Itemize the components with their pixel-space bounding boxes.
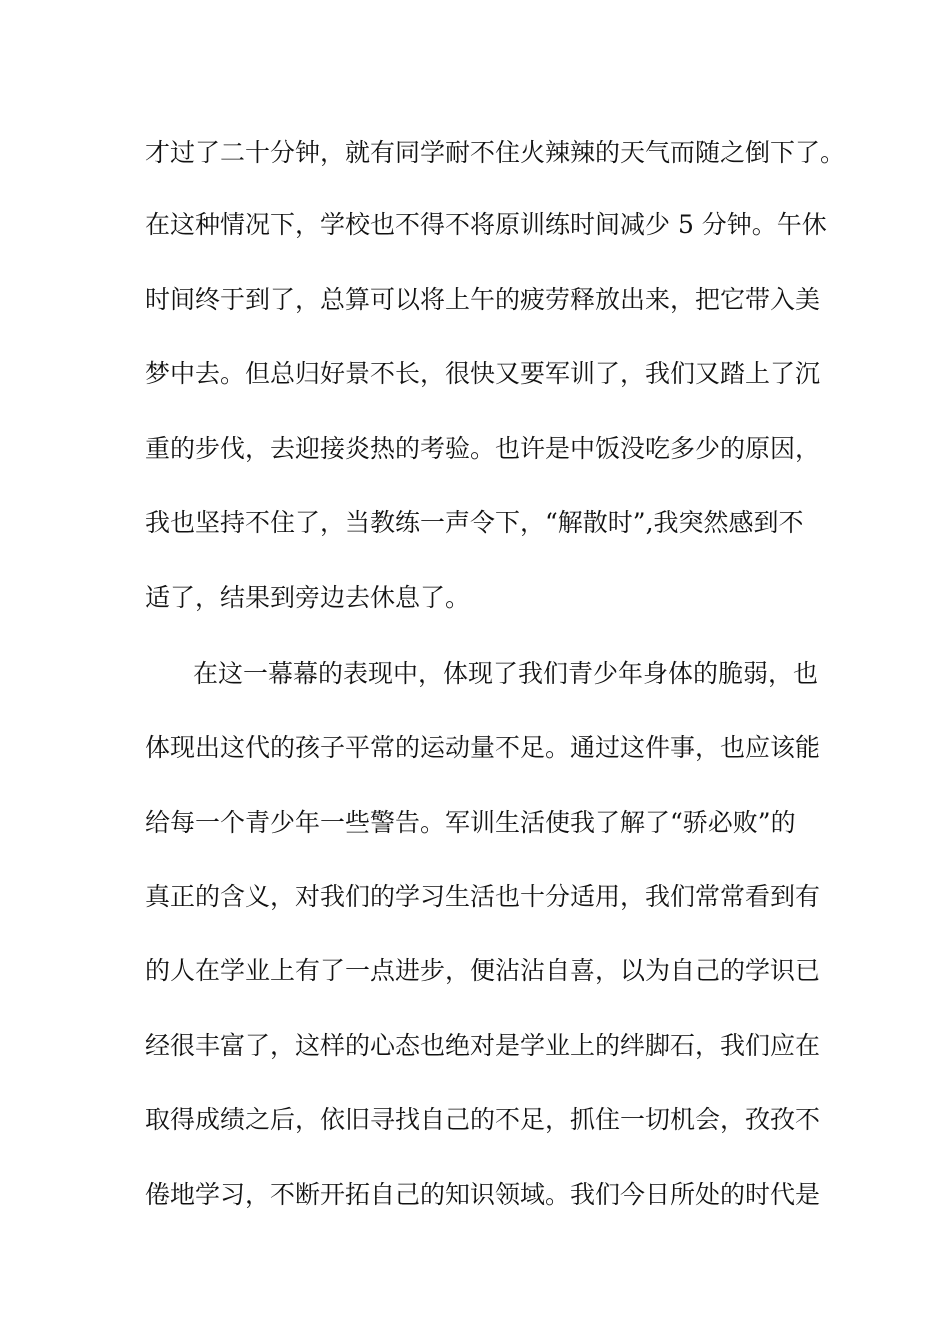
- text-line: 经很丰富了，这样的心态也绝对是学业上的绊脚石，我们应在: [145, 1031, 821, 1060]
- text-line: 给每一个青少年一些警告。军训生活使我了解了“骄必败”的: [145, 808, 796, 837]
- text-line: 体现出这代的孩子平常的运动量不足。通过这件事，也应该能: [145, 733, 821, 762]
- text-line: 在这种情况下，学校也不得不将原训练时间减少 5 分钟。午休: [145, 210, 827, 239]
- text-line: 取得成绩之后，依旧寻找自己的不足，抓住一切机会，孜孜不: [145, 1105, 821, 1134]
- text-line: 才过了二十分钟，就有同学耐不住火辣辣的天气而随之倒下了。: [145, 138, 846, 167]
- text-line: 适了，结果到旁边去休息了。: [145, 583, 471, 612]
- text-line: 真正的含义，对我们的学习生活也十分适用，我们常常看到有: [145, 882, 821, 911]
- text-line: 倦地学习，不断开拓自己的知识领域。我们今日所处的时代是: [145, 1180, 821, 1209]
- text-line: 我也坚持不住了，当教练一声令下，“解散时”,我突然感到不: [145, 508, 804, 537]
- text-line: 重的步伐，去迎接炎热的考验。也许是中饭没吃多少的原因，: [145, 434, 821, 463]
- text-line: 梦中去。但总归好景不长，很快又要军训了，我们又踏上了沉: [145, 359, 821, 388]
- paragraph-first-line: 在这一幕幕的表现中，体现了我们青少年身体的脆弱，也: [193, 659, 819, 688]
- text-line: 的人在学业上有了一点进步，便沾沾自喜，以为自己的学识已: [145, 956, 821, 985]
- text-line: 时间终于到了，总算可以将上午的疲劳释放出来，把它带入美: [145, 285, 821, 314]
